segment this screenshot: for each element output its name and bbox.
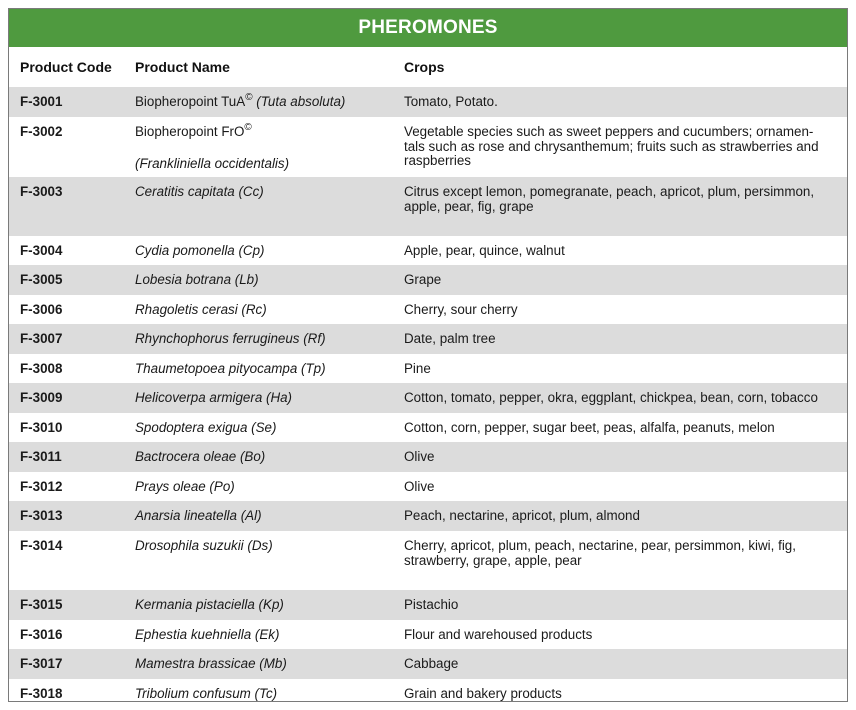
product-name: Prays oleae (Po) — [135, 479, 235, 494]
product-name: Rhynchophorus ferrugineus (Rf) — [135, 331, 326, 346]
product-code: F-3018 — [20, 686, 63, 701]
crops: Date, palm tree — [404, 331, 496, 346]
table-row — [9, 620, 847, 649]
table-row — [9, 236, 847, 265]
product-code: F-3010 — [20, 420, 63, 435]
product-name: Mamestra brassicae (Mb) — [135, 656, 287, 671]
crops: Flour and warehoused products — [404, 627, 593, 642]
product-name: Helicoverpa armigera (Ha) — [135, 390, 293, 405]
table-row — [9, 295, 847, 324]
product-name: Drosophila suzukii (Ds) — [135, 538, 273, 553]
product-name: Spodoptera exigua (Se) — [135, 420, 277, 435]
product-code: F-3009 — [20, 390, 63, 405]
table-row — [9, 472, 847, 501]
crops: Peach, nectarine, apricot, plum, almond — [404, 508, 640, 523]
product-code: F-3004 — [20, 243, 63, 258]
table-row — [9, 501, 847, 531]
product-name: Rhagoletis cerasi (Rc) — [135, 302, 267, 317]
table-row — [9, 383, 847, 413]
crops: Grain and bakery products — [404, 686, 562, 701]
crops: Citrus except lemon, pomegranate, peach, apricot, plum, persimmon, apple, pear, fig, grape — [404, 184, 815, 214]
table-row — [9, 87, 847, 117]
product-name: Biopheropoint FrO© (Frankliniella occidentalis) — [135, 122, 290, 171]
crops: Cotton, corn, pepper, sugar beet, peas, alfalfa, peanuts, melon — [404, 420, 775, 435]
crops: Pine — [404, 361, 431, 376]
product-code: F-3007 — [20, 331, 63, 346]
product-code: F-3003 — [20, 184, 63, 199]
product-code: F-3005 — [20, 272, 63, 287]
table-row — [9, 531, 847, 590]
crops: Cabbage — [404, 656, 459, 671]
crops: Vegetable species such as sweet peppers and cucumbers; ornamen-tals such as rose and chrysanthemum; fruits such as strawberries and raspberries — [404, 124, 819, 169]
product-code: F-3015 — [20, 597, 63, 612]
table-row — [9, 442, 847, 472]
crops: Apple, pear, quince, walnut — [404, 243, 565, 258]
header-crops: Crops — [404, 59, 445, 75]
product-name: Bactrocera oleae (Bo) — [135, 449, 266, 464]
table-row — [9, 177, 847, 236]
table-row — [9, 354, 847, 383]
product-name: Cydia pomonella (Cp) — [135, 243, 265, 258]
product-name: Tribolium confusum (Tc) — [135, 686, 278, 701]
product-name: Lobesia botrana (Lb) — [135, 272, 259, 287]
product-name: Ceratitis capitata (Cc) — [135, 184, 264, 199]
table-title: PHEROMONES — [9, 9, 847, 47]
product-code: F-3011 — [20, 449, 62, 464]
table-row — [9, 265, 847, 295]
crops: Cherry, sour cherry — [404, 302, 518, 317]
product-code: F-3001 — [20, 94, 63, 109]
product-code: F-3008 — [20, 361, 63, 376]
product-name: Ephestia kuehniella (Ek) — [135, 627, 280, 642]
product-code: F-3002 — [20, 124, 63, 139]
product-name: Anarsia lineatella (Al) — [135, 508, 262, 523]
crops: Olive — [404, 449, 435, 464]
product-code: F-3014 — [20, 538, 63, 553]
product-name: Kermania pistaciella (Kp) — [135, 597, 284, 612]
table-row — [9, 649, 847, 679]
table-row — [9, 413, 847, 442]
table-row — [9, 117, 847, 177]
product-code: F-3013 — [20, 508, 63, 523]
header-product-code: Product Code — [20, 59, 112, 75]
pheromones-table — [8, 8, 848, 702]
product-code: F-3012 — [20, 479, 63, 494]
product-code: F-3017 — [20, 656, 63, 671]
crops: Cotton, tomato, pepper, okra, eggplant, chickpea, bean, corn, tobacco — [404, 390, 818, 405]
product-name: Biopheropoint TuA© (Tuta absoluta) — [135, 92, 346, 109]
table-row — [9, 590, 847, 620]
product-name: Thaumetopoea pityocampa (Tp) — [135, 361, 326, 376]
crops: Cherry, apricot, plum, peach, nectarine, pear, persimmon, kiwi, fig, strawberry, grape, apple, pear — [404, 538, 796, 568]
table-row — [9, 324, 847, 354]
crops: Olive — [404, 479, 435, 494]
product-code: F-3016 — [20, 627, 63, 642]
header-product-name: Product Name — [135, 59, 230, 75]
crops: Tomato, Potato. — [404, 94, 498, 109]
table-row — [9, 679, 847, 708]
crops: Grape — [404, 272, 442, 287]
table-header — [9, 47, 847, 87]
crops: Pistachio — [404, 597, 459, 612]
product-code: F-3006 — [20, 302, 63, 317]
